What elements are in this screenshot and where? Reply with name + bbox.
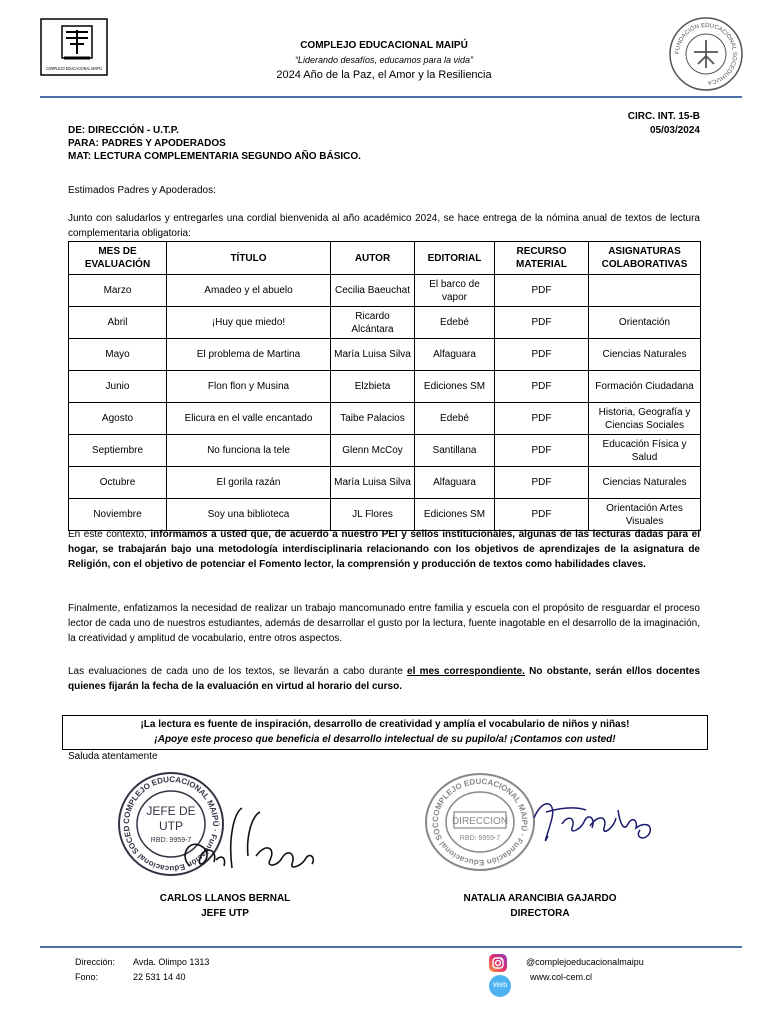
memo-to: PARA: PADRES Y APODERADOS [68, 138, 226, 149]
evaluation-lead: Las evaluaciones de cada uno de los textos, se llevarán a cabo durante [68, 666, 408, 677]
cell-title: ¡Huy que miedo! [167, 307, 331, 339]
phone-label: Fono: [75, 972, 99, 982]
instagram-handle[interactable]: @complejoeducacionalmaipu [526, 957, 644, 967]
address-value: Avda. Olimpo 1313 [133, 957, 210, 967]
cell-month: Agosto [69, 403, 167, 435]
context-lead: En este contexto, [68, 529, 151, 540]
website-link[interactable]: www.col-cem.cl [530, 972, 593, 982]
cell-publisher: El barco de vapor [415, 275, 495, 307]
cell-month: Abril [69, 307, 167, 339]
cell-subjects: Orientación [589, 307, 701, 339]
cell-title: Soy una biblioteca [167, 499, 331, 531]
cell-subjects [589, 275, 701, 307]
cell-title: El problema de Martina [167, 339, 331, 371]
footer-divider [40, 946, 742, 948]
cell-title: Flon flon y Musina [167, 371, 331, 403]
signer-role: DIRECTORA [510, 908, 570, 919]
signer-utp [75, 891, 375, 921]
cell-subjects: Historia, Geografía y Ciencias Sociales [589, 403, 701, 435]
evaluation-underlined: el mes correspondiente. [407, 666, 525, 677]
cell-subjects: Orientación Artes Visuales [589, 499, 701, 531]
closing-paragraph: Finalmente, enfatizamos la necesidad de realizar un trabajo mancomunado entre familia y escuela con el propósito de resguardar el proceso lector de cada uno de nuestros estudiantes, además de desarrollar el gusto por la lectura, fuente inagotable en el desarrollo de la imaginación, la creatividad y amplitud de vocabulario, entre otros aspectos. [68, 603, 700, 644]
cell-resource: PDF [495, 499, 589, 531]
signer-director [390, 891, 690, 921]
context-bold: informamos a usted que, de acuerdo a nuestro PEI y sellos institucionales, algunas de las lecturas dadas para el hogar, se trabajarán bajo una metodología interdisciplinaria relacionando con los objetivos de aprendizajes de la asignatura de Religión, con el objetivo de potenciar el Fomento lector, la comprensión y producción de textos como habilidades claves. [68, 529, 700, 570]
table-row [69, 403, 701, 435]
cell-title: Amadeo y el abuelo [167, 275, 331, 307]
seal-ring-text: FUNDACIÓN EDUCACIONAL SOCEDUHUCA [674, 22, 738, 85]
instagram-icon [489, 954, 507, 972]
table-row [69, 275, 701, 307]
cell-resource: PDF [495, 403, 589, 435]
header-divider [40, 96, 742, 98]
memo-subject: MAT: LECTURA COMPLEMENTARIA SEGUNDO AÑO BÁSICO. [68, 151, 361, 162]
memo-header [68, 124, 361, 163]
table-row [69, 467, 701, 499]
intro-paragraph: Junto con saludarlos y entregarles una cordial bienvenida al año académico 2024, se hace entrega de la nómina anual de textos de lectura complementaria obligatoria: [68, 213, 700, 239]
table-row [69, 307, 701, 339]
salutation: Saluda atentamente [68, 751, 158, 762]
cell-title: Elicura en el valle encantado [167, 403, 331, 435]
evaluation-paragraph [68, 664, 700, 694]
cell-author: Cecilia Baeuchat [331, 275, 415, 307]
signer-name: NATALIA ARANCIBIA GAJARDO [463, 893, 617, 904]
cell-publisher: Ediciones SM [415, 499, 495, 531]
cell-publisher: Santillana [415, 435, 495, 467]
evaluation-bold: No obstante, serán el/los docentes quienes fijarán la fecha de la evaluación en virtud al horario del curso. [68, 666, 701, 692]
motivation-line-1: ¡La lectura es fuente de inspiración, desarrollo de creatividad y amplía el vocabulario de niños y niñas! [140, 719, 630, 730]
cell-month: Marzo [69, 275, 167, 307]
utp-stamp-ring: COMPLEJO EDUCACIONAL MAIPÚ · Fundación Educacional SOCED [121, 774, 221, 874]
cell-month: Octubre [69, 467, 167, 499]
school-motto: “Liderando desafíos, educamos para la vida” [294, 55, 474, 65]
direction-stamp-rbd: RBD: 9959-7 [459, 835, 501, 842]
cell-author: Elzbieta [331, 371, 415, 403]
signer-role: JEFE UTP [201, 908, 249, 919]
col-header-author: AUTOR [331, 242, 415, 275]
cell-author: Ricardo Alcántara [331, 307, 415, 339]
cell-month: Noviembre [69, 499, 167, 531]
circular-date: 05/03/2024 [649, 125, 700, 136]
table-header-row [69, 242, 701, 275]
greeting: Estimados Padres y Apoderados: [68, 185, 216, 196]
address-label: Dirección: [75, 957, 116, 967]
reading-list-table [68, 241, 701, 531]
cell-publisher: Ediciones SM [415, 371, 495, 403]
table-row [69, 339, 701, 371]
year-motto: 2024 Año de la Paz, el Amor y la Resiliencia [276, 69, 492, 81]
cell-title: No funciona la tele [167, 435, 331, 467]
col-header-month: MES DE EVALUACIÓN [69, 242, 167, 275]
utp-signature [172, 796, 332, 880]
table-row [69, 499, 701, 531]
signer-name: CARLOS LLANOS BERNAL [159, 893, 291, 904]
col-header-subjects: ASIGNATURAS COLABORATIVAS [589, 242, 701, 275]
cell-resource: PDF [495, 275, 589, 307]
circular-number: CIRC. INT. 15-B [627, 111, 700, 122]
cell-resource: PDF [495, 435, 589, 467]
school-name: COMPLEJO EDUCACIONAL MAIPÚ [300, 40, 468, 51]
cell-subjects: Ciencias Naturales [589, 467, 701, 499]
circular-info [628, 110, 700, 138]
cell-subjects: Ciencias Naturales [589, 339, 701, 371]
col-header-publisher: EDITORIAL [415, 242, 495, 275]
web-icon: Web [489, 975, 511, 997]
cell-publisher: Alfaguara [415, 467, 495, 499]
context-paragraph [68, 527, 700, 572]
cell-author: Taibe Palacios [331, 403, 415, 435]
director-signature [528, 790, 664, 854]
phone-value: 22 531 14 40 [133, 972, 186, 982]
cell-month: Junio [69, 371, 167, 403]
memo-from: DE: DIRECCIÓN - U.T.P. [68, 125, 179, 136]
table-row [69, 371, 701, 403]
motivation-box [62, 715, 708, 750]
cell-author: JL Flores [331, 499, 415, 531]
cell-resource: PDF [495, 371, 589, 403]
cell-author: María Luisa Silva [331, 339, 415, 371]
cell-subjects: Formación Ciudadana [589, 371, 701, 403]
cell-title: El gorila razán [167, 467, 331, 499]
col-header-title: TÍTULO [167, 242, 331, 275]
cell-author: Glenn McCoy [331, 435, 415, 467]
cell-resource: PDF [495, 307, 589, 339]
utp-stamp-center-2: UTP [159, 819, 183, 833]
cell-publisher: Alfaguara [415, 339, 495, 371]
direction-stamp-center: DIRECCION [451, 816, 509, 827]
utp-stamp-center-1: JEFE DE [146, 804, 196, 818]
cell-subjects: Educación Física y Salud [589, 435, 701, 467]
cell-publisher: Edebé [415, 403, 495, 435]
logo-left-text: COMPLEJO EDUCACIONAL MAIPÚ [46, 66, 122, 71]
utp-stamp-rbd: RBD: 9959-7 [150, 837, 192, 844]
col-header-resource: RECURSO MATERIAL [495, 242, 589, 275]
cell-month: Septiembre [69, 435, 167, 467]
cell-month: Mayo [69, 339, 167, 371]
cell-resource: PDF [495, 339, 589, 371]
direction-stamp [424, 772, 536, 872]
table-row [69, 435, 701, 467]
cell-author: María Luisa Silva [331, 467, 415, 499]
direction-stamp-ring: COMPLEJO EDUCACIONAL MAIPÚ · Fundación Educacional SOC [430, 776, 530, 868]
cell-resource: PDF [495, 467, 589, 499]
motivation-line-2: ¡Apoye este proceso que beneficia el desarrollo intelectual de su pupilo/a! ¡Contamos con usted! [154, 734, 616, 745]
cell-publisher: Edebé [415, 307, 495, 339]
